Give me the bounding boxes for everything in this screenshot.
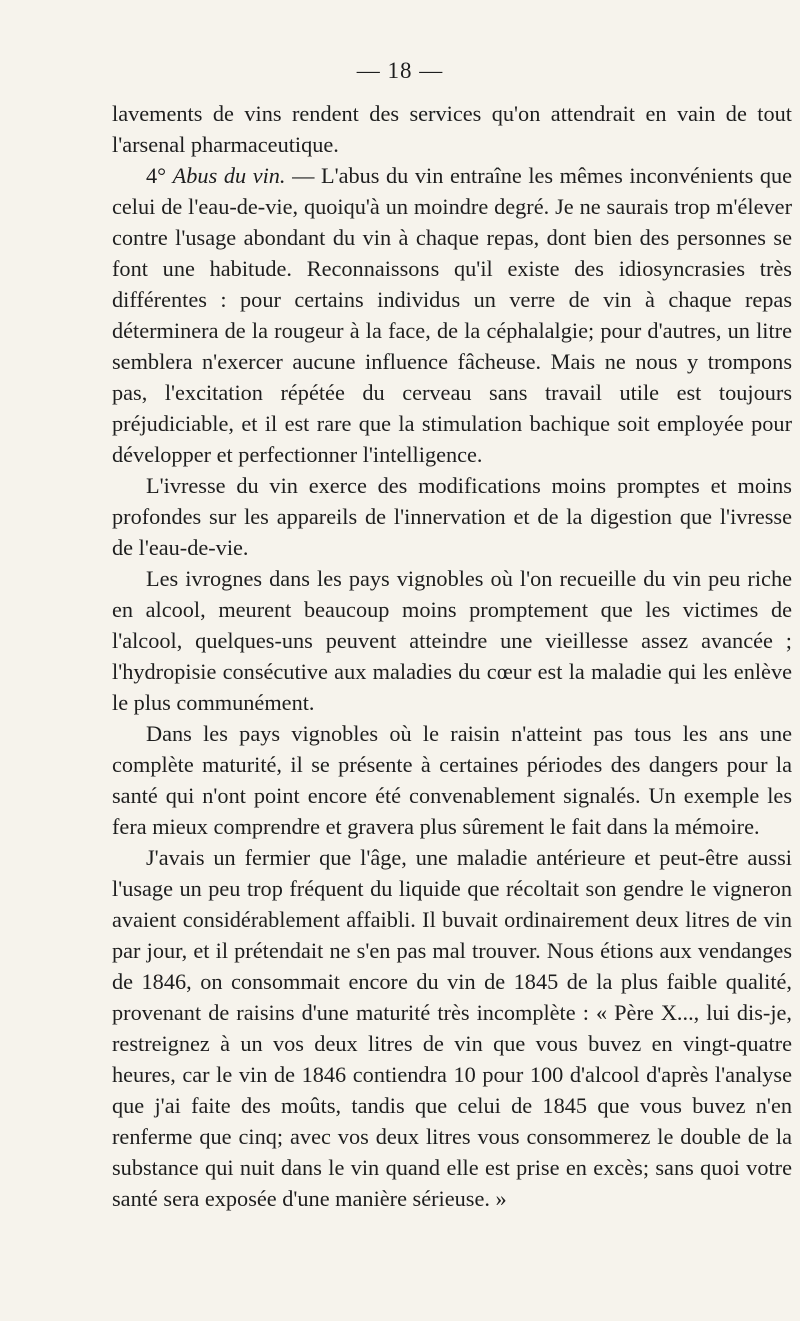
paragraph-1: lavements de vins rendent des services qu'on attendrait en vain de tout l'arsenal pharmaceutique. (112, 101, 792, 157)
paragraph-2 (112, 160, 792, 470)
page-number: — 18 — (356, 58, 444, 83)
body-text (112, 98, 792, 1214)
paragraph-6: J'avais un fermier que l'âge, une maladie antérieure et peut-être aussi l'usage un peu trop fréquent du liquide que récoltait son gendre le vigneron avaient considérablement affaibli. Il buvait ordinairement deux litres de vin par jour, et il prétendait ne s'en pas mal trouver. Nous étions aux vendanges de 1846, on consommait encore du vin de 1845 de la plus faible qualité, provenant de raisins d'une maturité très incomplète : « Père X..., lui dis-je, restreignez à un vos deux litres de vin que vous buvez en vingt-quatre heures, car le vin de 1846 contiendra 10 pour 100 d'alcool d'après l'analyse que j'ai faite des moûts, tandis que celui de 1845 que vous buvez n'en renferme que cinq; avec vos deux litres vous consommerez le double de la substance qui nuit dans le vin quand elle est prise en excès; sans quoi votre santé sera exposée d'une manière sérieuse. » (112, 845, 792, 1211)
paragraph-5: Dans les pays vignobles où le raisin n'atteint pas tous les ans une complète maturité, il se présente à certaines périodes des dangers pour la santé qui n'ont point encore été convenablement signalés. Un exemple les fera mieux comprendre et gravera plus sûrement le fait dans la mémoire. (112, 721, 792, 839)
paragraph-2-text: — L'abus du vin entraîne les mêmes inconvénients que celui de l'eau-de-vie, quoiqu'à un moindre degré. Je ne saurais trop m'élever contre l'usage abondant du vin à chaque repas, dont bien des personnes se font une habitude. Reconnaissons qu'il existe des idiosyncrasies très différentes : pour certains individus un verre de vin à chaque repas déterminera de la rougeur à la face, de la céphalalgie; pour d'autres, un litre semblera n'exercer aucune influence fâcheuse. Mais ne nous y trompons pas, l'excitation répétée du cerveau sans travail utile est toujours préjudiciable, et il est rare que la stimulation bachique soit employée pour développer et perfectionner l'intelligence. (112, 163, 793, 467)
section-heading: Abus du vin. (172, 163, 286, 188)
section-number: 4° (146, 163, 167, 188)
paragraph-3: L'ivresse du vin exerce des modifications moins promptes et moins profondes sur les appareils de l'innervation et de la digestion que l'ivresse de l'eau-de-vie. (112, 473, 792, 560)
paragraph-4: Les ivrognes dans les pays vignobles où l'on recueille du vin peu riche en alcool, meurent beaucoup moins promptement que les victimes de l'alcool, quelques-uns peuvent atteindre une vieillesse assez avancée ; l'hydropisie consécutive aux maladies du cœur est la maladie qui les enlève le plus communément. (112, 566, 792, 715)
